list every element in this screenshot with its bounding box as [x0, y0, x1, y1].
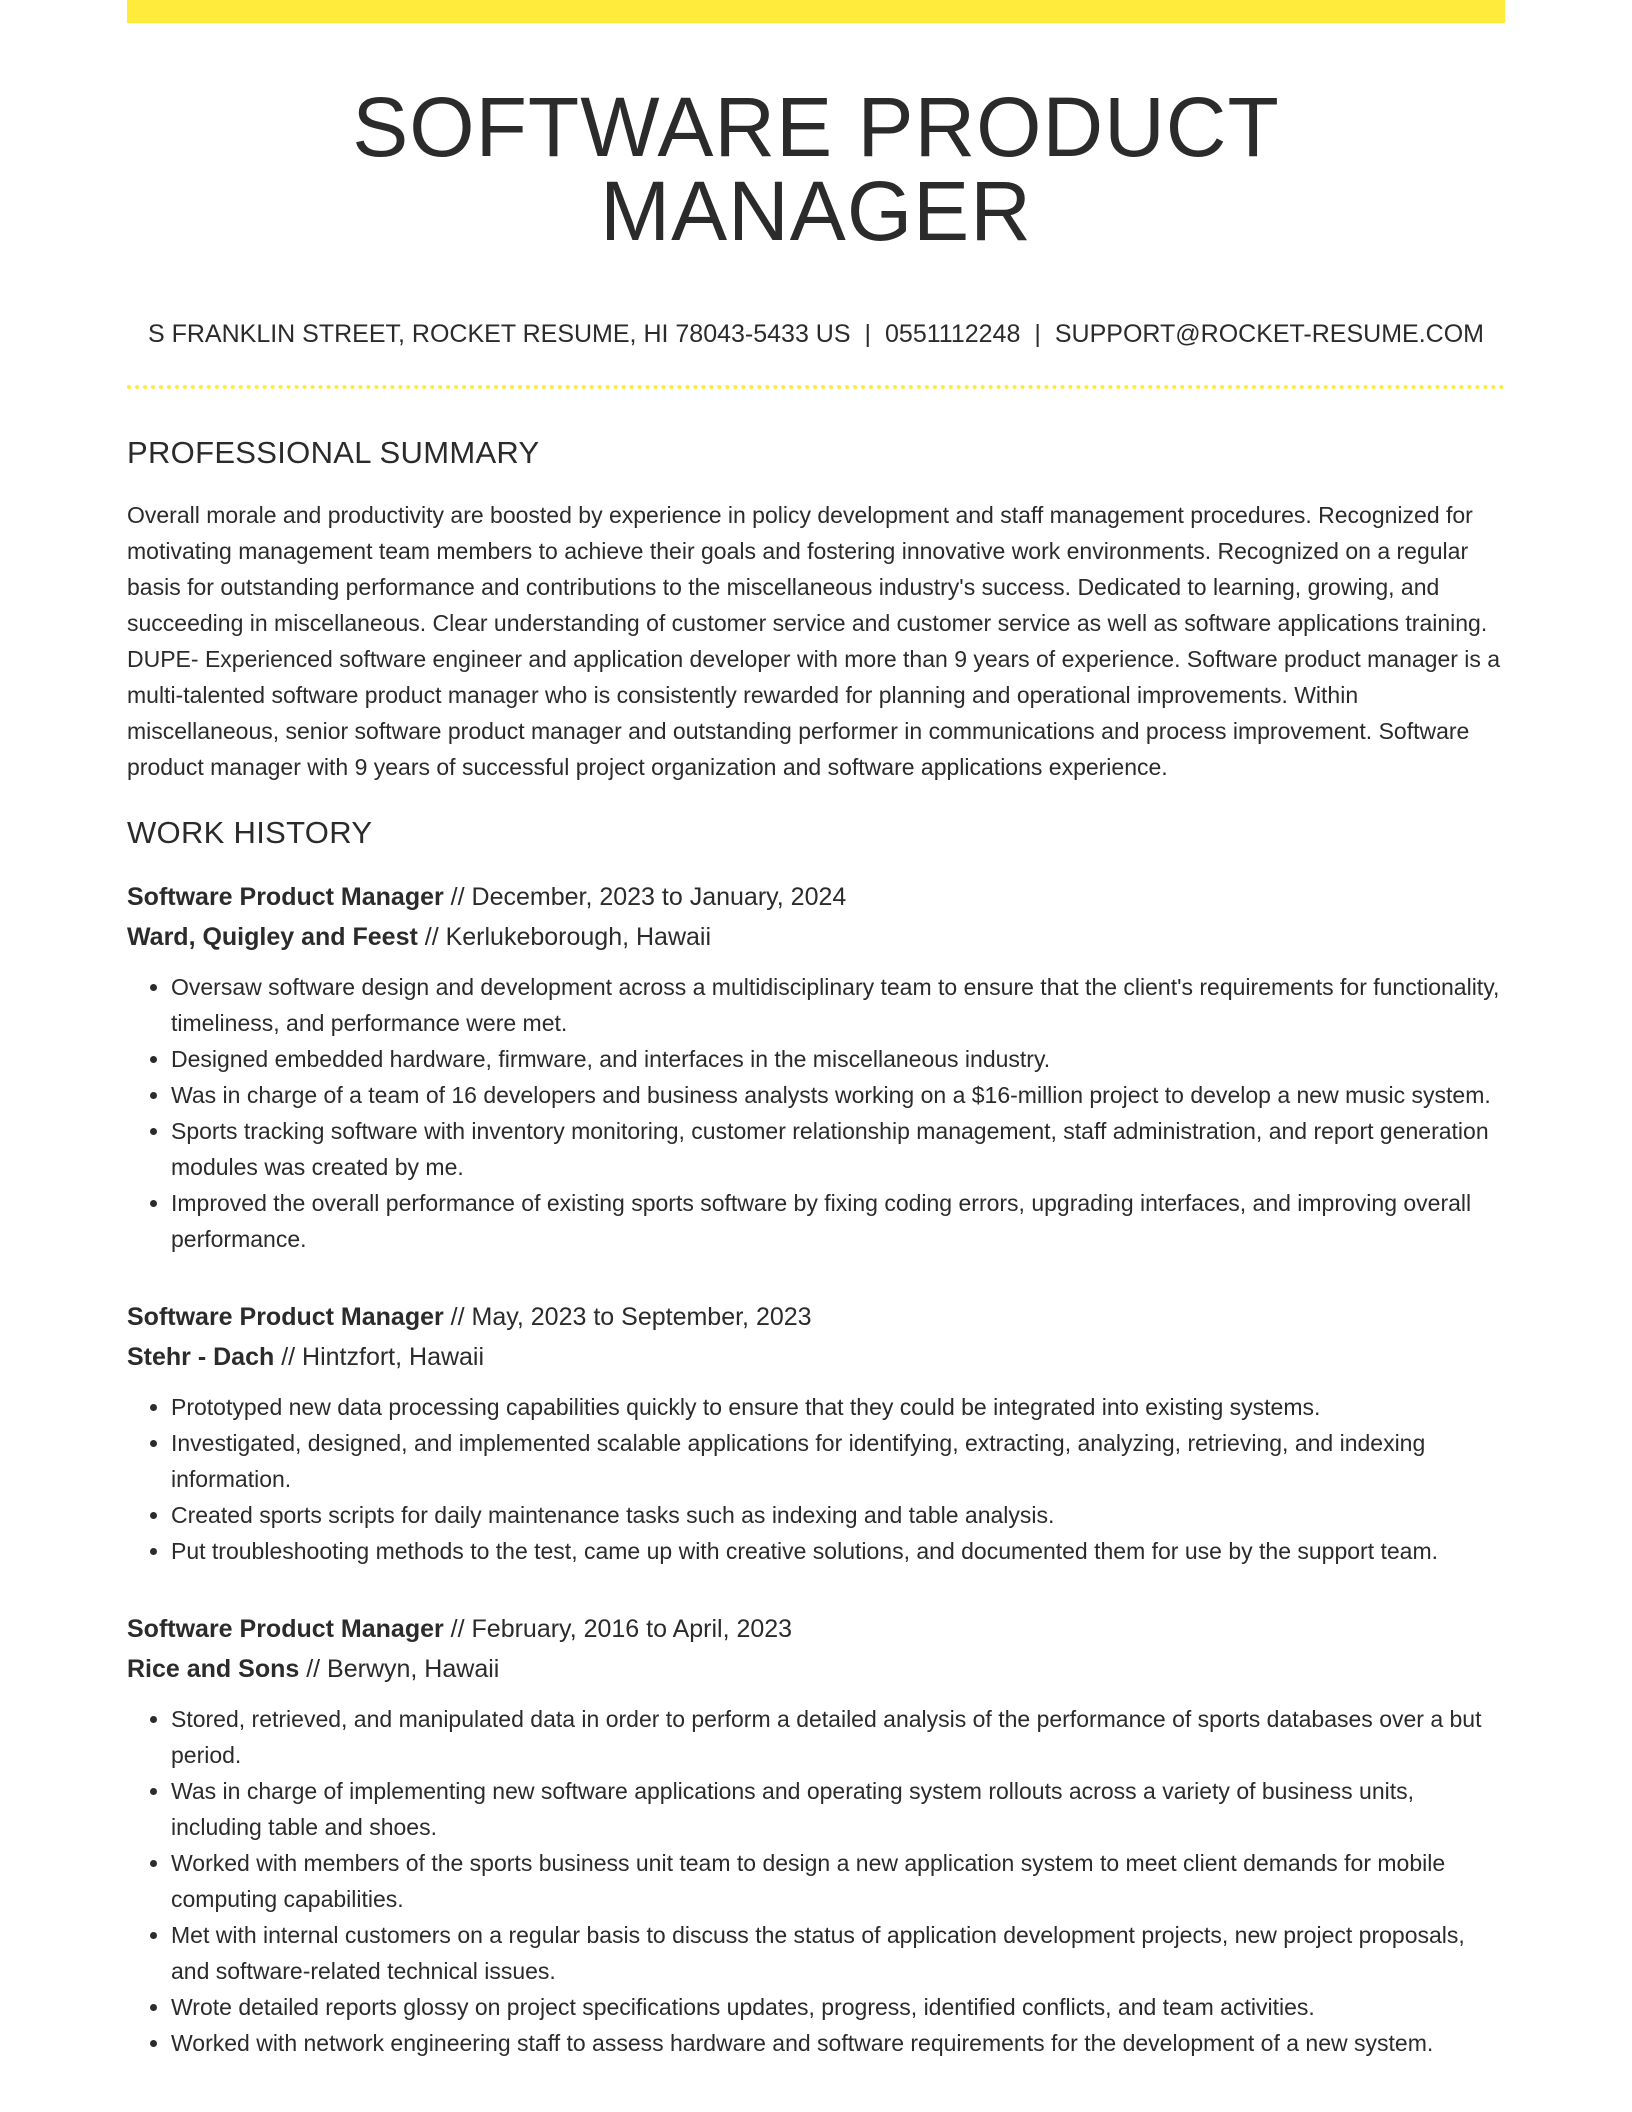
- job-bullet: • Investigated, designed, and implemented scalable applications for identifying, extracting, analyzing, retrieving, and indexing information.: [171, 1425, 1505, 1497]
- job-bullet: • Put troubleshooting methods to the test, came up with creative solutions, and documented them for use by the support team.: [171, 1533, 1505, 1569]
- job-entry: [127, 877, 1505, 1257]
- job-bullet: • Was in charge of a team of 16 developers and business analysts working on a $16-million project to develop a new music system.: [171, 1077, 1505, 1113]
- job-location: // Hintzfort, Hawaii: [274, 1343, 485, 1371]
- job-company: Ward, Quigley and Feest: [127, 923, 418, 951]
- job-company-line: [127, 1337, 1505, 1377]
- job-bullet: • Worked with network engineering staff to assess hardware and software requirements for the development of a new system.: [171, 2025, 1505, 2061]
- job-bullet: • Wrote detailed reports glossy on project specifications updates, progress, identified conflicts, and team activities.: [171, 1989, 1505, 2025]
- job-bullet: • Prototyped new data processing capabilities quickly to ensure that they could be integrated into existing systems.: [171, 1389, 1505, 1425]
- job-bullet: • Sports tracking software with inventory monitoring, customer relationship management, staff administration, and report generation modules was created by me.: [171, 1113, 1505, 1185]
- job-location: // Berwyn, Hawaii: [299, 1655, 500, 1683]
- contact-separator: |: [864, 320, 872, 348]
- contact-separator: |: [1034, 320, 1041, 348]
- job-company: Rice and Sons: [127, 1655, 300, 1683]
- contact-email: SUPPORT@ROCKET-RESUME.COM: [1054, 320, 1484, 348]
- job-entry: [127, 1609, 1505, 2061]
- job-role: Software Product Manager: [127, 883, 444, 911]
- contact-line: [127, 320, 1505, 349]
- job-dates: // December, 2023 to January, 2024: [443, 883, 847, 911]
- job-bullet: • Designed embedded hardware, firmware, and interfaces in the miscellaneous industry.: [171, 1041, 1505, 1077]
- job-dates: // February, 2016 to April, 2023: [443, 1615, 793, 1643]
- job-bullet: • Stored, retrieved, and manipulated data in order to perform a detailed analysis of the performance of sports databases over a but period.: [171, 1701, 1505, 1773]
- job-bullet-list: [127, 1389, 1505, 1569]
- contact-address: S FRANKLIN STREET, ROCKET RESUME, HI 78043-5433 US: [147, 320, 851, 348]
- job-bullet: • Oversaw software design and development across a multidisciplinary team to ensure that the client's requirements for functionality, timeliness, and performance were met.: [171, 969, 1505, 1041]
- summary-text: Overall morale and productivity are boosted by experience in policy development and staff management procedures. Recognized for motivating management team members to achieve their goals and fostering innovative work environments. Recognized on a regular basis for outstanding performance and contributions to the miscellaneous industry's success. Dedicated to learning, growing, and succeeding in miscellaneous. Clear understanding of customer service and customer service as well as software applications training. DUPE- Experienced software engineer and application developer with more than 9 years of experience. Software product manager is a multi-talented software product manager who is consistently rewarded for planning and operational improvements. Within miscellaneous, senior software product manager and outstanding performer in communications and process improvement. Software product manager with 9 years of successful project organization and software applications experience.: [127, 502, 1501, 780]
- candidate-name: SOFTWARE PRODUCT MANAGER: [352, 80, 1280, 258]
- job-bullet: • Created sports scripts for daily maintenance tasks such as indexing and table analysis.: [171, 1497, 1505, 1533]
- work-history-list: [127, 877, 1505, 2061]
- job-bullet: • Met with internal customers on a regular basis to discuss the status of application development projects, new project proposals, and software-related technical issues.: [171, 1917, 1505, 1989]
- job-bullet-list: [127, 969, 1505, 1257]
- job-role: Software Product Manager: [127, 1303, 444, 1331]
- job-title-line: [127, 1297, 1505, 1337]
- job-entry: [127, 1297, 1505, 1569]
- accent-top-bar: [127, 0, 1505, 23]
- job-title-line: [127, 877, 1505, 917]
- resume-page: [127, 0, 1505, 2061]
- job-location: // Kerlukeborough, Hawaii: [417, 923, 712, 951]
- job-role: Software Product Manager: [127, 1615, 444, 1643]
- summary-heading: PROFESSIONAL SUMMARY: [127, 435, 540, 470]
- job-company-line: [127, 917, 1505, 957]
- job-dates: // May, 2023 to September, 2023: [443, 1303, 812, 1331]
- job-title-line: [127, 1609, 1505, 1649]
- job-bullet: • Worked with members of the sports business unit team to design a new application system to meet client demands for mobile computing capabilities.: [171, 1845, 1505, 1917]
- dotted-divider: [127, 385, 1505, 389]
- job-company: Stehr - Dach: [127, 1343, 275, 1371]
- job-bullet-list: [127, 1701, 1505, 2061]
- job-bullet: • Improved the overall performance of existing sports software by fixing coding errors, upgrading interfaces, and improving overall performance.: [171, 1185, 1505, 1257]
- contact-phone: 0551112248: [885, 320, 1021, 348]
- work-history-heading: WORK HISTORY: [127, 815, 373, 850]
- job-bullet: • Was in charge of implementing new software applications and operating system rollouts across a variety of business units, including table and shoes.: [171, 1773, 1505, 1845]
- job-company-line: [127, 1649, 1505, 1689]
